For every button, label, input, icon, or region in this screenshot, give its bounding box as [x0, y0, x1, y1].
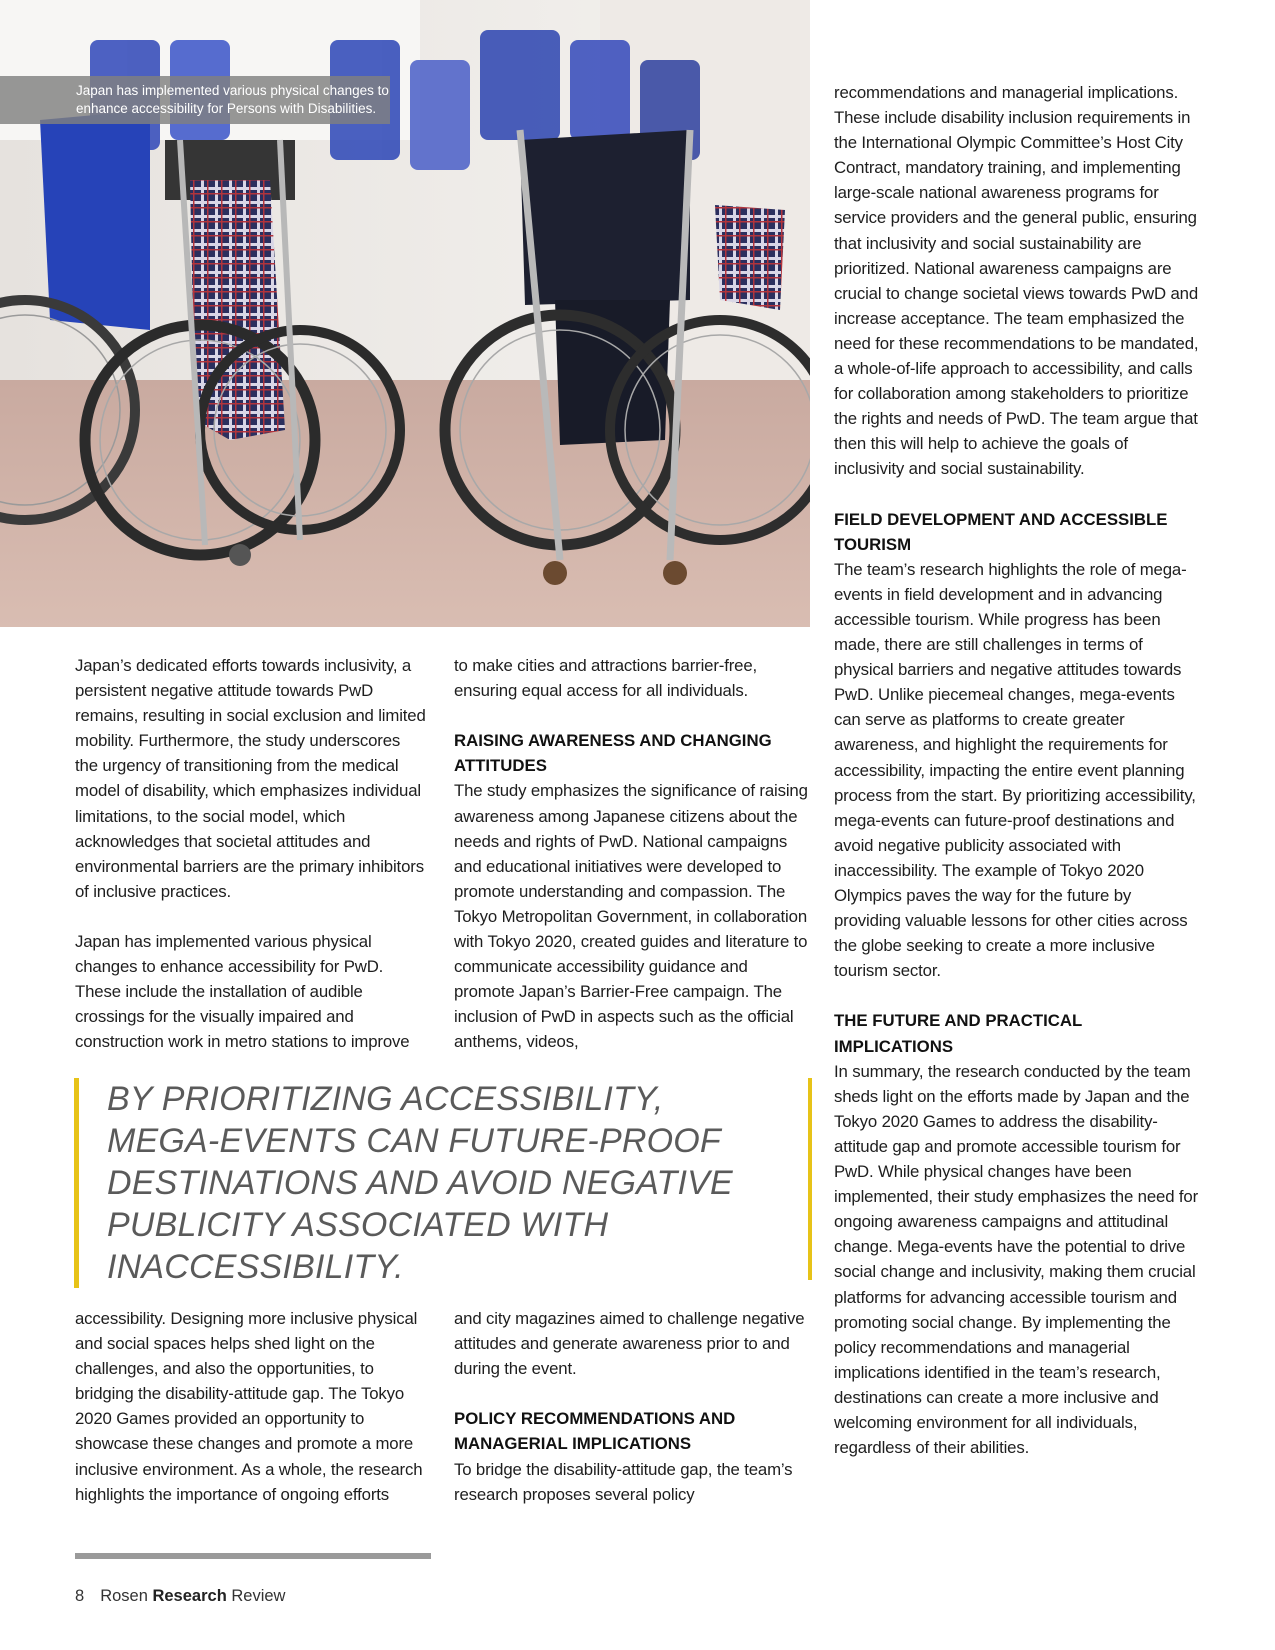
body-paragraph: The study emphasizes the significance of raising awareness among Japanese citizens about the needs and rights of PwD. National campaigns and educational initiatives were developed to promote understanding and compassion. The Tokyo Metropolitan Government, in collaboration with Tokyo 2020, created guides and literature to communicate accessibility guidance and promote Japan’s Barrier-Free campaign. The inclusion of PwD in aspects such as the official anthems, videos, — [454, 781, 808, 1052]
section-heading: THE FUTURE AND PRACTICAL IMPLICATIONS — [834, 1011, 1082, 1056]
body-paragraph: to make cities and attractions barrier-free, ensuring equal access for all individuals. — [454, 656, 758, 701]
pull-quote-line: PUBLICITY ASSOCIATED WITH — [107, 1206, 609, 1244]
publication-name-bold: Research — [152, 1587, 227, 1605]
body-paragraph: accessibility. Designing more inclusive physical and social spaces helps shed light on the challenges, and also the opportunities, to bridging the disability-attitude gap. The Tokyo 2020 Games provided an opportunity to showcase these changes and promote a more inclusive environment. As a whole, the research highlights the importance of ongoing efforts — [75, 1309, 423, 1504]
column-1-top — [75, 653, 427, 1055]
publication-name-suffix: Review — [226, 1587, 286, 1605]
page-footer — [75, 1587, 285, 1606]
section-heading: POLICY RECOMMENDATIONS AND MANAGERIAL IMPLICATIONS — [454, 1409, 736, 1454]
body-paragraph: To bridge the disability-attitude gap, the team’s research proposes several policy — [454, 1459, 793, 1504]
pull-quote-line: INACCESSIBILITY. — [107, 1248, 404, 1286]
accent-rule — [808, 1078, 812, 1280]
column-2-bottom — [454, 1306, 810, 1507]
section-heading: RAISING AWARENESS AND CHANGING ATTITUDES — [454, 731, 772, 776]
pull-quote-line: BY PRIORITIZING ACCESSIBILITY, — [107, 1080, 664, 1118]
pull-quote-line: MEGA-EVENTS CAN FUTURE-PROOF — [107, 1122, 721, 1160]
pull-quote — [74, 1078, 794, 1288]
body-paragraph: recommendations and managerial implications. These include disability inclusion requirements in the International Olympic Committee’s Host City Contract, mandatory training, and implementing large-scale national awareness programs for service providers and the general public, ensuring that inclusivity and social sustainability are prioritized. National awareness campaigns are crucial to change societal views towards PwD and increase acceptance. The team emphasized the need for these recommendations to be mandated, a whole-of-life approach to accessibility, and calls for collaboration among stakeholders to prioritize the rights and needs of PwD. The team argue that then this will help to achieve the goals of inclusivity and social sustainability. — [834, 83, 1199, 479]
body-paragraph: and city magazines aimed to challenge negative attitudes and generate awareness prior to and during the event. — [454, 1309, 805, 1379]
column-3 — [834, 80, 1200, 1460]
column-2-top — [454, 653, 810, 1055]
pull-quote-line: DESTINATIONS AND AVOID NEGATIVE — [107, 1164, 733, 1202]
body-paragraph: In summary, the research conducted by the team sheds light on the efforts made by Japan and the Tokyo 2020 Games to address the disability-attitude gap and promote accessible tourism for PwD. While physical changes have been implemented, their study emphasizes the need for ongoing awareness campaigns and attitudinal change. Mega-events have the potential to drive social change and inclusivity, making them crucial platforms for advancing accessible tourism and promoting social change. By implementing the policy recommendations and managerial implications identified in the team’s research, destinations can create a more inclusive and welcoming environment for all individuals, regardless of their abilities. — [834, 1061, 1199, 1458]
body-paragraph: Japan has implemented various physical changes to enhance accessibility for PwD. These include the installation of audible crossings for the visually impaired and construction work in metro stations to improve — [75, 932, 410, 1052]
publication-name-prefix: Rosen — [100, 1587, 153, 1605]
body-paragraph: Japan’s dedicated efforts towards inclusivity, a persistent negative attitude towards PwD remains, resulting in social exclusion and limited mobility. Furthermore, the study underscores the urgency of transitioning from the medical model of disability, which emphasizes individual limitations, to the social model, which acknowledges that societal attitudes and environmental barriers are the primary inhibitors of inclusive practices. — [75, 656, 426, 901]
photo-caption: Japan has implemented various physical changes to enhance accessibility for Persons with Disabilities. — [0, 76, 390, 124]
footer-rule — [75, 1553, 431, 1559]
page-number: 8 — [75, 1587, 85, 1605]
section-heading: FIELD DEVELOPMENT AND ACCESSIBLE TOURISM — [834, 509, 1168, 554]
column-1-bottom — [75, 1306, 431, 1507]
body-paragraph: The team’s research highlights the role of mega-events in field development and in advancing accessible tourism. While progress has been made, there are still challenges in terms of physical barriers and negative attitudes towards PwD. Unlike piecemeal changes, mega-events can serve as platforms to create greater awareness, and highlight the requirements for accessibility, impacting the entire event planning process from the start. By prioritizing accessibility, mega-events can future-proof destinations and avoid negative publicity associated with inaccessibility. The example of Tokyo 2020 Olympics paves the way for the future by providing valuable lessons for other cities across the globe seeking to create a more inclusive tourism sector. — [834, 559, 1196, 981]
